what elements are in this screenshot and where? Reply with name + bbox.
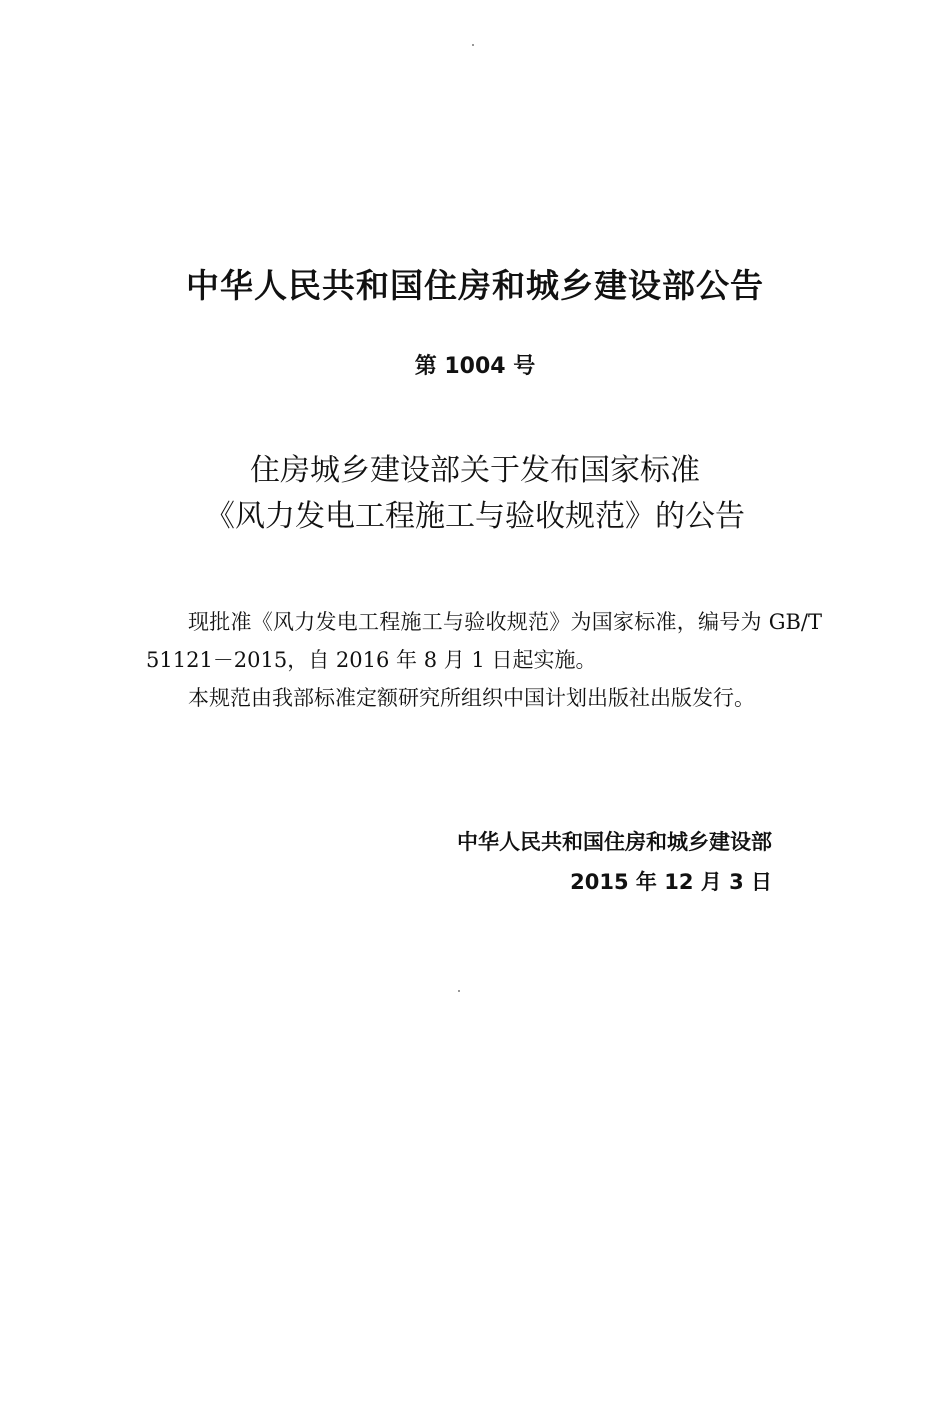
body-paragraph-2: 本规范由我部标准定额研究所组织中国计划出版社出版发行。 — [188, 686, 755, 710]
scan-speck — [458, 990, 460, 992]
issue-date: 2015 年 12 月 3 日 — [570, 870, 772, 894]
announcement-subject — [0, 448, 950, 540]
body-paragraph-1: 现批准《风力发电工程施工与验收规范》为国家标准，编号为 GB/T 51121－2015，自 2016 年 8 月 1 日起实施。 — [146, 610, 822, 672]
issuing-organization: 中华人民共和国住房和城乡建设部 — [457, 830, 772, 854]
announcement-body — [146, 603, 822, 717]
subject-line-2: 《风力发电工程施工与验收规范》的公告 — [205, 499, 745, 534]
subject-line-1: 住房城乡建设部关于发布国家标准 — [250, 453, 700, 488]
scan-speck — [472, 44, 474, 46]
signature-block — [457, 822, 772, 902]
document-number: 第 1004 号 — [414, 354, 536, 379]
announcement-heading: 中华人民共和国住房和城乡建设部公告 — [186, 266, 764, 305]
